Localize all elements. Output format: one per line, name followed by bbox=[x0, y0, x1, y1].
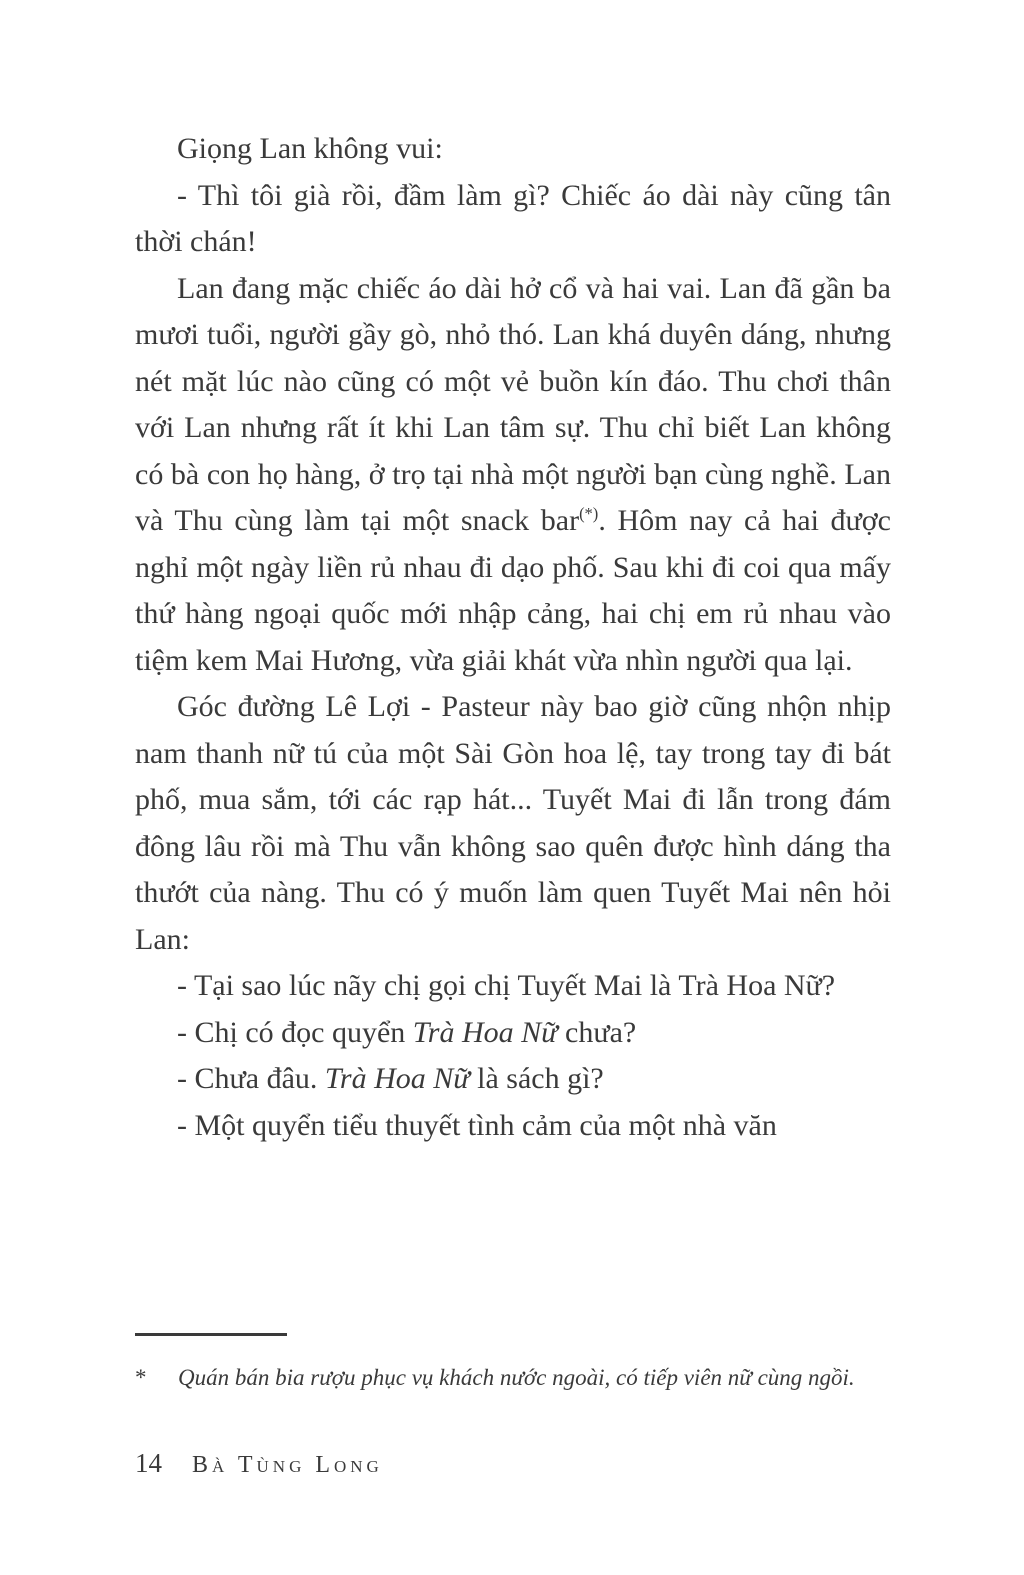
footnote-reference: (*) bbox=[579, 504, 599, 523]
footnote-divider bbox=[135, 1333, 287, 1336]
body-text: - Tại sao lúc nãy chị gọi chị Tuyết Mai là Trà Hoa Nữ? bbox=[177, 969, 836, 1002]
paragraph bbox=[135, 126, 891, 173]
page-footer bbox=[135, 1448, 383, 1479]
paragraph bbox=[135, 1103, 891, 1150]
paragraph bbox=[135, 684, 891, 963]
italic-text: Trà Hoa Nữ bbox=[412, 1015, 558, 1049]
body-text: - Chị có đọc quyển bbox=[177, 1015, 413, 1049]
footnote-text: Quán bán bia rượu phục vụ khách nước ngoài, có tiếp viên nữ cùng ngồi. bbox=[178, 1365, 855, 1390]
body-text: - Chưa đâu. bbox=[177, 1062, 325, 1095]
body-text: là sách gì? bbox=[469, 1062, 604, 1095]
paragraph bbox=[135, 1010, 891, 1057]
text-block bbox=[135, 126, 891, 1149]
footnote bbox=[135, 1362, 895, 1394]
paragraph bbox=[135, 1056, 891, 1103]
paragraph bbox=[135, 266, 891, 685]
paragraph bbox=[135, 963, 891, 1010]
italic-text: Trà Hoa Nữ bbox=[324, 1062, 470, 1095]
paragraph bbox=[135, 173, 891, 266]
footnote-marker: * bbox=[135, 1365, 147, 1390]
body-text: Góc đường Lê Lợi - Pasteur này bao giờ cũng nhộn nhịp nam thanh nữ tú của một Sài Gòn hoa lệ, tay trong tay đi bát phố, mua sắm, tới các rạp hát... Tuyết Mai đi lẫn trong đám đông lâu rồi mà Thu vẫn không sao quên được hình dáng tha thướt của nàng. Thu có ý muốn làm quen Tuyết Mai nên hỏi Lan: bbox=[135, 690, 891, 956]
body-text: Lan đang mặc chiếc áo dài hở cổ và hai vai. Lan đã gần ba mươi tuổi, người gầy gò, nhỏ thó. Lan khá duyên dáng, nhưng nét mặt lúc nào cũng có một vẻ buồn kín đáo. Thu chơi thân với Lan nhưng rất ít khi Lan tâm sự. Thu chỉ biết Lan không có bà con họ hàng, ở trọ tại nhà một người bạn cùng nghề. Lan và Thu cùng làm tại một snack bar bbox=[135, 271, 891, 537]
page-number: 14 bbox=[135, 1448, 162, 1478]
book-author: Bà Tùng Long bbox=[192, 1452, 383, 1478]
body-text: - Một quyển tiểu thuyết tình cảm của một nhà văn bbox=[177, 1108, 777, 1142]
body-text: chưa? bbox=[557, 1015, 637, 1049]
body-text: - Thì tôi già rồi, đầm làm gì? Chiếc áo dài này cũng tân thời chán! bbox=[135, 178, 891, 258]
body-text: Giọng Lan không vui: bbox=[177, 132, 443, 165]
body-text: . Hôm nay cả hai được nghỉ một ngày liền rủ nhau đi dạo phố. Sau khi đi coi qua mấy thứ hàng ngoại quốc mới nhập cảng, hai chị em rủ nhau vào tiệm kem Mai Hương, vừa giải khát vừa nhìn người qua lại. bbox=[135, 504, 891, 677]
